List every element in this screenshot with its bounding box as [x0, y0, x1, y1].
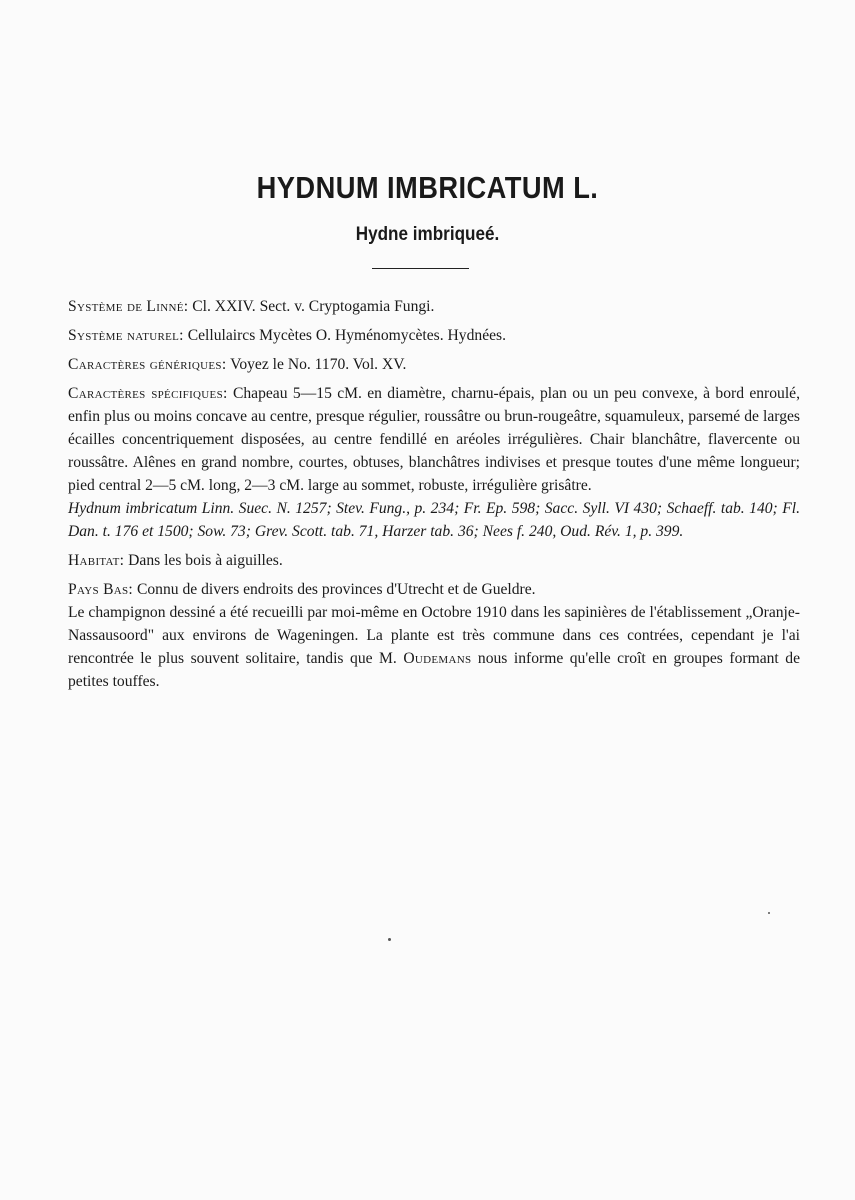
pays-text: Connu de divers endroits des provinces d'Utrecht et de Gueldre. [133, 581, 536, 598]
page-title: HYDNUM IMBRICATUM L. [256, 170, 599, 205]
note-name: Oudemans [403, 650, 472, 667]
references-entry: Hydnum imbricatum Linn. Suec. N. 1257; Stev. Fung., p. 234; Fr. Ep. 598; Sacc. Syll. VI 430; Schaeff. tab. 140; Fl. Dan. t. 176 et 1500; Sow. 73; Grev. Scott. tab. 71, Harzer tab. 36; Nees f. 240, Oud. Rév. 1, p. 399. [68, 500, 800, 540]
generiques-text: Voyez le No. 1170. Vol. XV. [226, 356, 407, 373]
naturel-text: Cellulaircs Mycètes O. Hyménomycètes. Hydnées. [183, 327, 506, 344]
document-body [68, 295, 800, 693]
pays-entry [68, 578, 800, 601]
pays-label: Pays Bas: [68, 581, 134, 598]
scan-speck [768, 912, 770, 914]
scan-speck [388, 938, 391, 941]
linne-entry [68, 295, 800, 318]
page-subtitle: Hydne imbriqueé. [355, 224, 500, 245]
specifiques-label: Caractères spécifiques: [68, 385, 228, 402]
note-paragraph [68, 601, 800, 693]
naturel-entry [68, 324, 800, 347]
naturel-label: Système naturel: [68, 327, 184, 344]
habitat-label: Habitat: [68, 552, 125, 569]
linne-label: Système de Linné: [68, 298, 189, 315]
generiques-entry [68, 353, 800, 376]
title-divider [372, 268, 469, 269]
habitat-text: Dans les bois à aiguilles. [124, 552, 283, 569]
specifiques-text: Chapeau 5—15 cM. en diamètre, charnu-épais, plan ou un peu convexe, à bord enroulé, enfin plus ou moins concave au centre, presque régulier, roussâtre ou brun-rougeâtre, squamuleux, parsemé de larges écailles concentriquement disposées, au centre fendillé en aréoles irrégulières. Chair blanchâtre, flavercente ou roussâtre. Alênes en grand nombre, courtes, obtuses, blanchâtres indivises et presque toutes d'une même longueur; pied central 2—5 cM. long, 2—3 cM. large au sommet, robuste, irrégulière grisâtre. [68, 385, 800, 494]
specifiques-entry [68, 382, 800, 497]
note-text-2: nous informe qu'elle croît en groupes formant de petites touffes. [68, 650, 800, 690]
note-text-1: Le champignon dessiné a été recueilli par moi-même en Octobre 1910 dans les sapinières de l'établissement „Oranje-Nassausoord" aux environs de Wageningen. La plante est très commune dans ces contrées, cependant je l'ai rencontrée le plus souvent solitaire, tandis que M. [68, 604, 800, 667]
linne-text: Cl. XXIV. Sect. v. Cryptogamia Fungi. [188, 298, 435, 315]
habitat-entry [68, 549, 800, 572]
generiques-label: Caractères génériques: [68, 356, 227, 373]
